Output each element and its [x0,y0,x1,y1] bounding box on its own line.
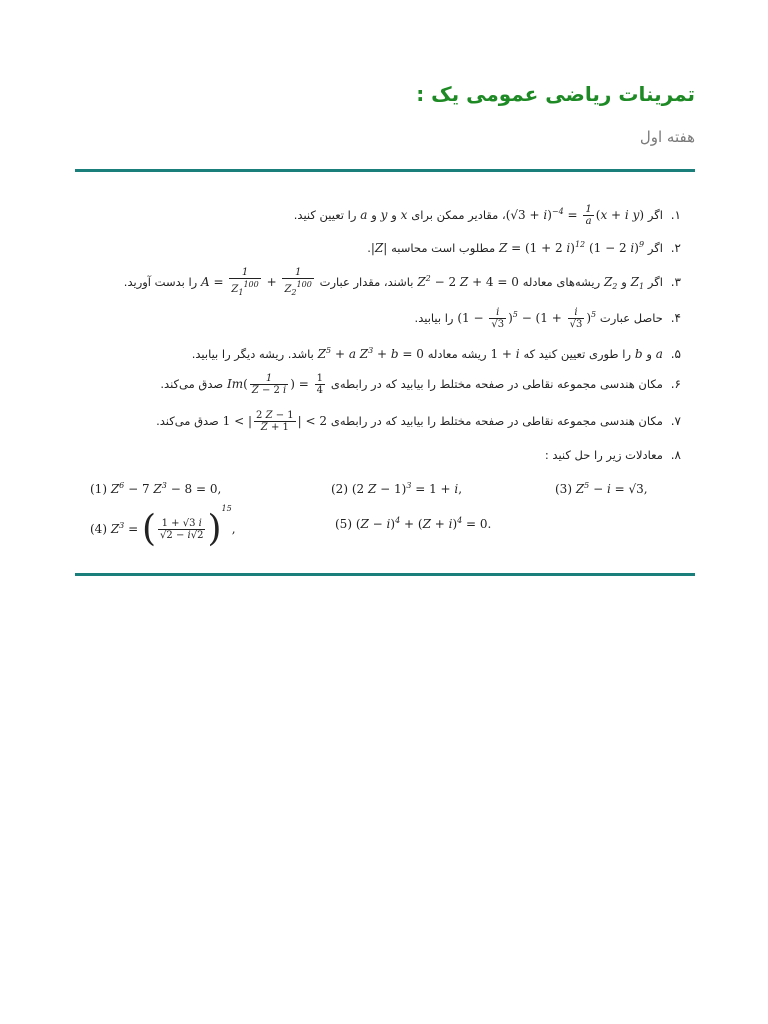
problem-2-equation: Z = (1 + 2 i)$^{12}$ (1 − 2 i)$^9$ [498,240,645,255]
problem-8: ۸. معادلات زیر را حل کنید : [544,448,681,462]
problem-6: ۶. مکان هندسی مجموعه نقاطی در صفحه مختلط را بیابید که در رابطه‌ی Im( $\frac{1}{Z - 2 i}$ ) = $\frac{1}{4}$ صدق می‌کند. [160,373,681,396]
problem-3-expression: A = $\frac{1}{Z_1^{100}}$ + $\frac{1}{Z_2^{100}}$ [201,267,312,297]
equation-2: (2) (2 Z − 1)$^3$ = 1 + i, [331,481,463,496]
page-subtitle: هفته اول [639,128,695,146]
problem-3: ۳. اگر $Z_1$ و $Z_2$ ریشه‌های معادله $Z^2 - 2$ Z + 4 = 0 باشند، مقدار عبارت A = $\frac{1}{Z_1^{100}}$ + $\frac{1}{Z_2^{100}}$ را بدست آورید. [123,267,681,297]
problem-1-equation: $(√3 + i)^{-4}$ = $\frac{1}{a}$ (x + i y) [505,204,645,227]
equation-5: (5) $(Z - i)^4 + (Z + i)^4 = 0$. [335,516,492,531]
problem-7: ۷. مکان هندسی مجموعه نقاطی در صفحه مختلط را بیابید که در رابطه‌ی 1 < | $\frac{2 Z - 1}{Z + 1}$ | < 2 صدق می‌کند. [156,410,681,433]
problem-7-equation: 1 < | $\frac{2 Z - 1}{Z + 1}$ | < 2 [222,410,328,433]
bottom-divider [75,573,695,576]
problem-5: ۵. a و b را طوری تعیین کنید که 1 + i ریشه معادله $Z^5 + a$ $Z^3 + b = 0$ باشد. ریشه دیگر را بیابید. [75,341,681,364]
equation-1: (1) $Z^6 - 7$ $Z^3 - 8 = 0$, [90,481,222,496]
problem-4: ۴. حاصل عبارت (1 − $\frac{i}{√3}$ )$^5$ − (1 + $\frac{i}{√3}$ )$^5$ را بیابید. [414,307,681,330]
page-title: تمرینات ریاضی عمومی یک : [416,82,695,106]
problem-2: ۲. اگر Z = (1 + 2 i)$^{12}$ (1 − 2 i)$^9$ مطلوب است محاسبه |Z|. [75,235,681,258]
problem-3-equation: $Z^2 - 2$ Z + 4 = 0 [417,274,519,289]
problem-4-equation: (1 − $\frac{i}{√3}$ )$^5$ − (1 + $\frac{i}{√3}$ )$^5$ [457,307,597,330]
top-divider [75,169,695,172]
equation-3: (3) $Z^5 - i = √3$, [555,481,648,496]
problem-6-equation: Im( $\frac{1}{Z - 2 i}$ ) = $\frac{1}{4}$ [226,373,324,396]
problem-5-equation: $Z^5 + a$ $Z^3 + b = 0$ [317,346,424,361]
problem-1: ۱. اگر $(√3 + i)^{-4}$ = $\frac{1}{a}$ (x + i y)، مقادیر ممکن برای x و y و a را تعیین کنید. [293,204,681,227]
equation-4: (4) $Z^3$ = ( $\frac{1 + √3 i}{√2 - i√2}$ )$^{15}$, [90,504,236,550]
